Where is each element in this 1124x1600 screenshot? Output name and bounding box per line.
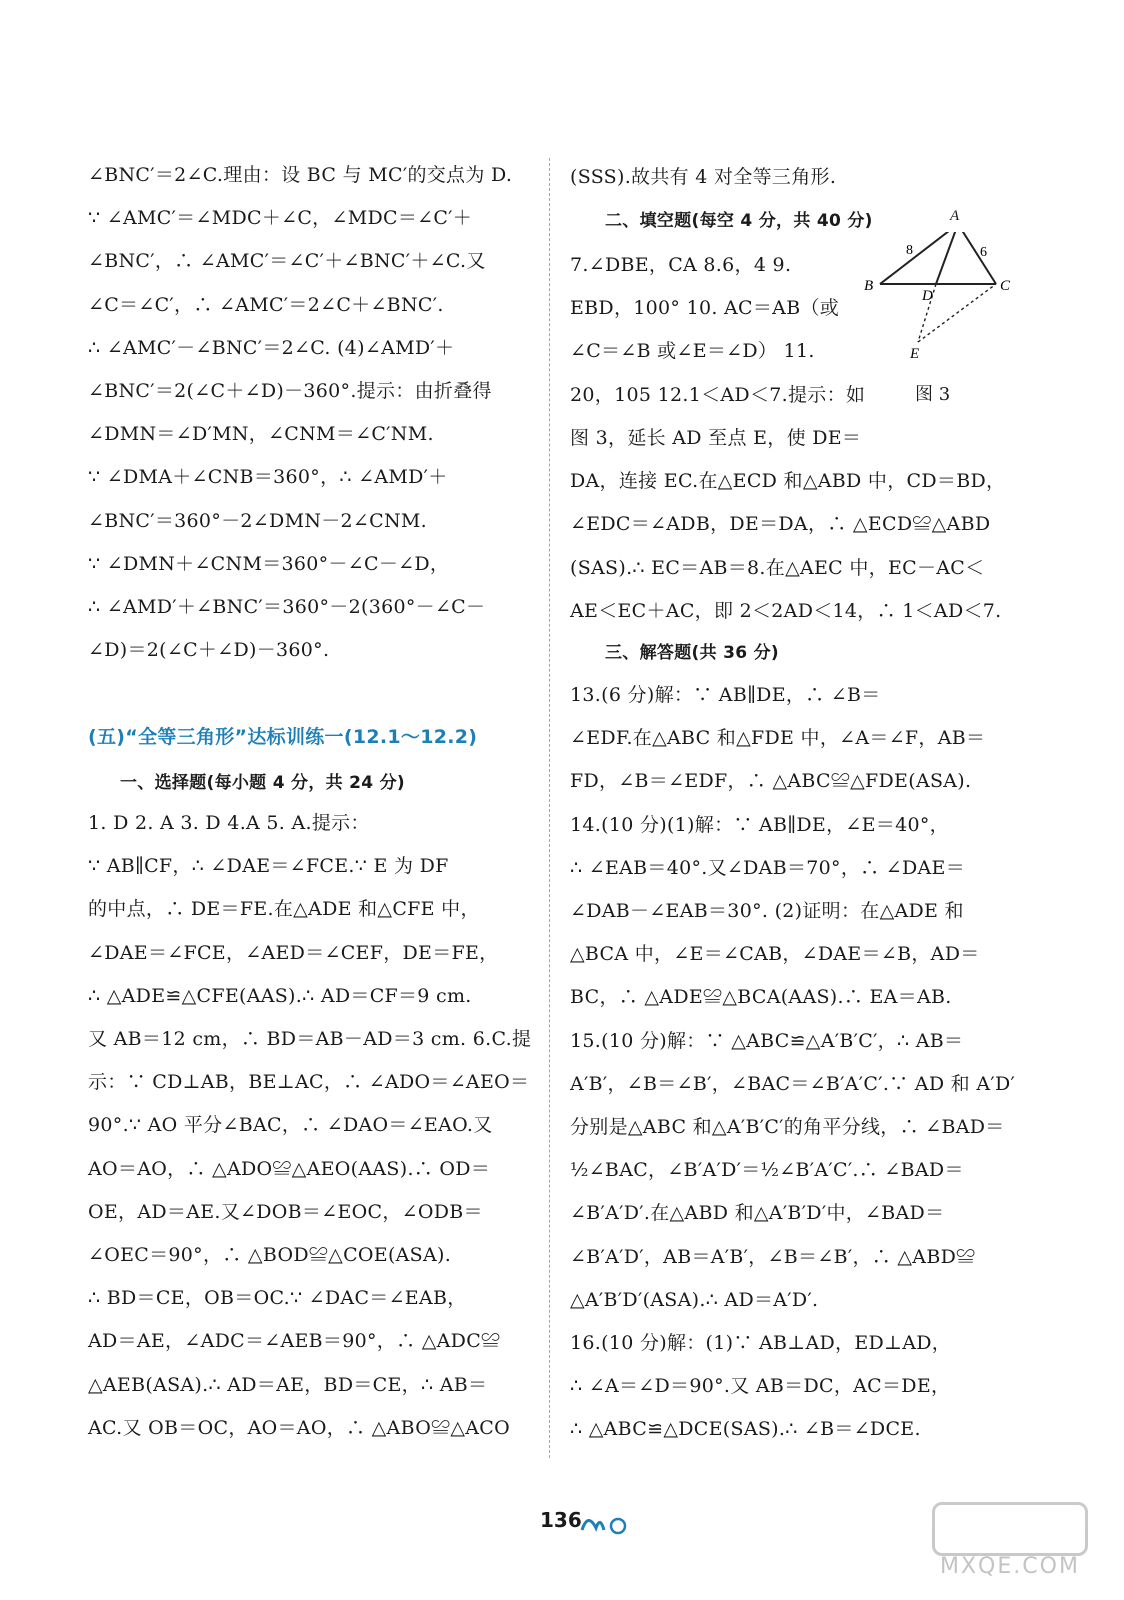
text-line: FD，∠B＝∠EDF，∴ △ABC≌△FDE(ASA). xyxy=(570,770,972,793)
label-a: A xyxy=(950,208,960,224)
label-d: D xyxy=(922,288,933,304)
text-line: 7.∠DBE，CA 8.6，4 9. xyxy=(570,254,792,276)
text-line: ∴ BD＝CE，OB＝OC.∵ ∠DAC＝∠EAB， xyxy=(88,1287,467,1310)
section-heading-choice: 一、选择题(每小题 4 分，共 24 分) xyxy=(120,773,405,793)
text-line: ∵ ∠AMC′＝∠MDC＋∠C，∠MDC＝∠C′＋ xyxy=(88,207,473,230)
text-line: 16.(10 分)解：(1)∵ AB⊥AD，ED⊥AD， xyxy=(570,1332,952,1354)
segment-ad xyxy=(936,232,958,284)
text-line: ∠BNC′，∴ ∠AMC′＝∠C′＋∠BNC′＋∠C.又 xyxy=(88,250,486,273)
text-line: 1. D 2. A 3. D 4.A 5. A.提示： xyxy=(88,812,370,834)
text-line: ∠D)＝2(∠C＋∠D)－360°. xyxy=(88,639,330,662)
label-b: B xyxy=(864,278,874,294)
text-line: (SAS).∴ EC＝AB＝8.在△AEC 中，EC－AC＜ xyxy=(570,556,985,579)
text-line: 90°.∵ AO 平分∠BAC，∴ ∠DAO＝∠EAO.又 xyxy=(88,1114,493,1137)
text-line: AE＜EC＋AC，即 2＜2AD＜14，∴ 1＜AD＜7. xyxy=(570,599,1002,622)
chapter-title: (五)“全等三角形”达标训练一(12.1～12.2) xyxy=(88,726,478,748)
text-line: ∠C＝∠C′，∴ ∠AMC′＝2∠C＋∠BNC′. xyxy=(88,293,444,316)
right-top-line: (SSS).故共有 4 对全等三角形. xyxy=(570,166,837,188)
text-line: AC.又 OB＝OC，AO＝AO，∴ △ABO≌△ACO xyxy=(88,1416,511,1439)
text-line: 示：∵ CD⊥AB，BE⊥AC，∴ ∠ADO＝∠AEO＝ xyxy=(88,1071,530,1094)
text-line: 又 AB＝12 cm，∴ BD＝AB－AD＝3 cm. 6.C.提 xyxy=(88,1028,532,1050)
figure-3-diagram xyxy=(862,232,1022,362)
text-line: ∠DAB－∠EAB＝30°. (2)证明：在△ADE 和 xyxy=(570,900,964,922)
text-line: ∠B′A′D′，AB＝A′B′，∠B＝∠B′，∴ △ABD≌ xyxy=(570,1245,976,1268)
text-line: ∴ △ABC≌△DCE(SAS).∴ ∠B＝∠DCE. xyxy=(570,1418,921,1441)
text-line: 15.(10 分)解：∵ △ABC≌△A′B′C′，∴ AB＝ xyxy=(570,1029,964,1052)
text-line: ∠BNC′＝360°－2∠DMN－2∠CNM. xyxy=(88,509,428,532)
watermark-text: MXQE.COM xyxy=(940,1554,1080,1579)
segment-ac xyxy=(958,232,996,284)
label-c: C xyxy=(1000,278,1011,294)
label-ac-length: 6 xyxy=(980,245,987,260)
label-e: E xyxy=(910,346,920,362)
section-heading-fill: 二、填空题(每空 4 分，共 40 分) xyxy=(605,211,873,231)
page-number: 136 xyxy=(540,1508,582,1532)
text-line: 13.(6 分)解：∵ AB∥DE，∴ ∠B＝ xyxy=(570,684,881,706)
section-heading-answer: 三、解答题(共 36 分) xyxy=(605,643,779,663)
text-line: ∵ ∠DMN＋∠CNM＝360°－∠C－∠D， xyxy=(88,552,450,575)
text-line: ∠DMN＝∠D′MN，∠CNM＝∠C′NM. xyxy=(88,423,434,446)
text-line: △AEB(ASA).∴ AD＝AE，BD＝CE，∴ AB＝ xyxy=(88,1373,488,1396)
text-line: ∠OEC＝90°，∴ △BOD≌△COE(ASA). xyxy=(88,1244,452,1266)
text-line: 分别是△ABC 和△A′B′C′的角平分线，∴ ∠BAD＝ xyxy=(570,1116,1005,1138)
text-line: ½∠BAC，∠B′A′D′＝½∠B′A′C′.∴ ∠BAD＝ xyxy=(570,1159,964,1182)
text-line: OE，AD＝AE.又∠DOB＝∠EOC，∠ODB＝ xyxy=(88,1200,483,1223)
text-line: 20，105 12.1＜AD＜7.提示：如 xyxy=(570,383,866,406)
text-line: ∴ △ADE≌△CFE(AAS).∴ AD＝CF＝9 cm. xyxy=(88,984,472,1007)
text-line: BC，∴ △ADE≌△BCA(AAS).∴ EA＝AB. xyxy=(570,986,952,1009)
text-line: ∠BNC′＝2∠C.理由：设 BC 与 MC′的交点为 D. xyxy=(88,164,513,186)
text-line: AO＝AO，∴ △ADO≌△AEO(AAS).∴ OD＝ xyxy=(88,1157,491,1180)
text-line: ∠EDF.在△ABC 和△FDE 中，∠A＝∠F，AB＝ xyxy=(570,727,986,750)
text-line: ∴ ∠AMD′＋∠BNC′＝360°－2(360°－∠C－ xyxy=(88,596,486,618)
text-line: 14.(10 分)(1)解：∵ AB∥DE，∠E＝40°， xyxy=(570,813,949,836)
text-line: ∠DAE＝∠FCE，∠AED＝∠CEF，DE＝FE， xyxy=(88,941,499,964)
text-line: ∴ ∠EAB＝40°.又∠DAB＝70°，∴ ∠DAE＝ xyxy=(570,856,966,879)
text-line: EBD，100° 10. AC＝AB（或 xyxy=(570,297,840,320)
watermark xyxy=(932,1502,1092,1582)
text-line: A′B′，∠B＝∠B′，∠BAC＝∠B′A′C′.∵ AD 和 A′D′ xyxy=(570,1072,1016,1095)
text-line: AD＝AE，∠ADC＝∠AEB＝90°，∴ △ADC≌ xyxy=(88,1330,501,1353)
text-line: ∴ ∠AMC′－∠BNC′＝2∠C. (4)∠AMD′＋ xyxy=(88,336,455,359)
text-line: ∵ AB∥CF，∴ ∠DAE＝∠FCE.∵ E 为 DF xyxy=(88,855,449,878)
text-line: △BCA 中，∠E＝∠CAB，∠DAE＝∠B，AD＝ xyxy=(570,943,980,966)
watermark-logo xyxy=(932,1502,1088,1556)
text-line: ∵ ∠DMA＋∠CNB＝360°，∴ ∠AMD′＋ xyxy=(88,466,448,489)
label-ab-length: 8 xyxy=(906,243,913,258)
figure-caption: 图 3 xyxy=(915,384,951,405)
text-line: ∠C＝∠B 或∠E＝∠D） 11. xyxy=(570,340,815,363)
text-line: 的中点，∴ DE＝FE.在△ADE 和△CFE 中， xyxy=(88,898,480,921)
text-line: ∴ ∠A＝∠D＝90°.又 AB＝DC，AC＝DE， xyxy=(570,1375,951,1398)
text-line: 图 3，延长 AD 至点 E，使 DE＝ xyxy=(570,427,862,449)
column-divider xyxy=(549,158,550,1458)
text-line: DA，连接 EC.在△ECD 和△ABD 中，CD＝BD， xyxy=(570,470,1006,493)
text-line: △A′B′D′(ASA).∴ AD＝A′D′. xyxy=(570,1288,819,1311)
page-ornament-icon xyxy=(578,1510,630,1536)
text-line: ∠BNC′＝2(∠C＋∠D)－360°.提示：由折叠得 xyxy=(88,380,492,402)
text-line: ∠B′A′D′.在△ABD 和△A′B′D′中，∠BAD＝ xyxy=(570,1202,945,1225)
text-line: ∠EDC＝∠ADB，DE＝DA，∴ △ECD≌△ABD xyxy=(570,513,991,536)
